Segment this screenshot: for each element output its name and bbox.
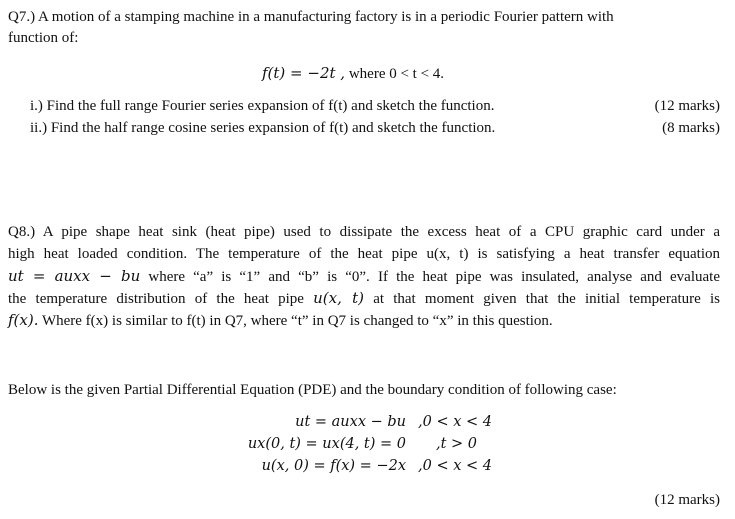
q8-line-4 bbox=[8, 289, 720, 308]
pde-eq-2: ux(0, t) = ux(4, t) = 0 bbox=[247, 436, 406, 452]
q8-line-4-text-b: at that moment given that the initial temperature is bbox=[373, 291, 721, 307]
pde-eq-1: ut = auxx − bu bbox=[295, 414, 406, 430]
q7-part-i: i.) Find the full range Fourier series expansion of f(t) and sketch the function. bbox=[30, 98, 495, 114]
q7-function bbox=[262, 64, 444, 83]
q8-line-5 bbox=[8, 311, 553, 330]
q7-line-2: function of: bbox=[8, 30, 79, 46]
q7-line-1: Q7.) A motion of a stamping machine in a manufacturing factory is in a periodic Fourier pattern with bbox=[8, 9, 614, 25]
q7-part-ii: ii.) Find the half range cosine series expansion of f(t) and sketch the function. bbox=[30, 120, 496, 136]
q7-function-domain: where 0 < t < 4. bbox=[348, 66, 445, 82]
q8-heat-equation: ut = auxx − bu bbox=[8, 267, 141, 285]
q8-line-2: high heat loaded condition. The temperature of the heat pipe u(x, t) is satisfying a heat transfer equation bbox=[8, 246, 720, 262]
pde-cond-3: ,0 < x < 4 bbox=[418, 458, 492, 474]
q8-line-3-text: where “a” is “1” and “b” is “0”. If the heat pipe was insulated, analyse and evaluate bbox=[148, 269, 720, 285]
pde-cond-2: ,t > 0 bbox=[436, 436, 478, 452]
q8-line-3 bbox=[8, 267, 720, 286]
q8-line-4-text-a: the temperature distribution of the heat pipe bbox=[8, 291, 304, 307]
q7-part-i-marks: (12 marks) bbox=[654, 98, 720, 114]
q7-function-math: f(t) = −2t , bbox=[262, 64, 346, 82]
pde-cond-1: ,0 < x < 4 bbox=[418, 414, 492, 430]
q7-part-ii-marks: (8 marks) bbox=[662, 120, 720, 136]
pde-intro: Below is the given Partial Differential Equation (PDE) and the boundary condition of following case: bbox=[8, 382, 617, 398]
q8-u-xt: u(x, t) bbox=[313, 289, 364, 307]
q8-line-5-text: Where f(x) is similar to f(t) in Q7, where “t” in Q7 is changed to “x” in this question. bbox=[41, 313, 553, 329]
q8-line-1: Q8.) A pipe shape heat sink (heat pipe) used to dissipate the excess heat of a CPU graphic card under a bbox=[8, 224, 720, 240]
q8-fx: f(x). bbox=[8, 311, 39, 329]
q8-marks: (12 marks) bbox=[654, 492, 720, 508]
pde-eq-3: u(x, 0) = f(x) = −2x bbox=[261, 458, 406, 474]
